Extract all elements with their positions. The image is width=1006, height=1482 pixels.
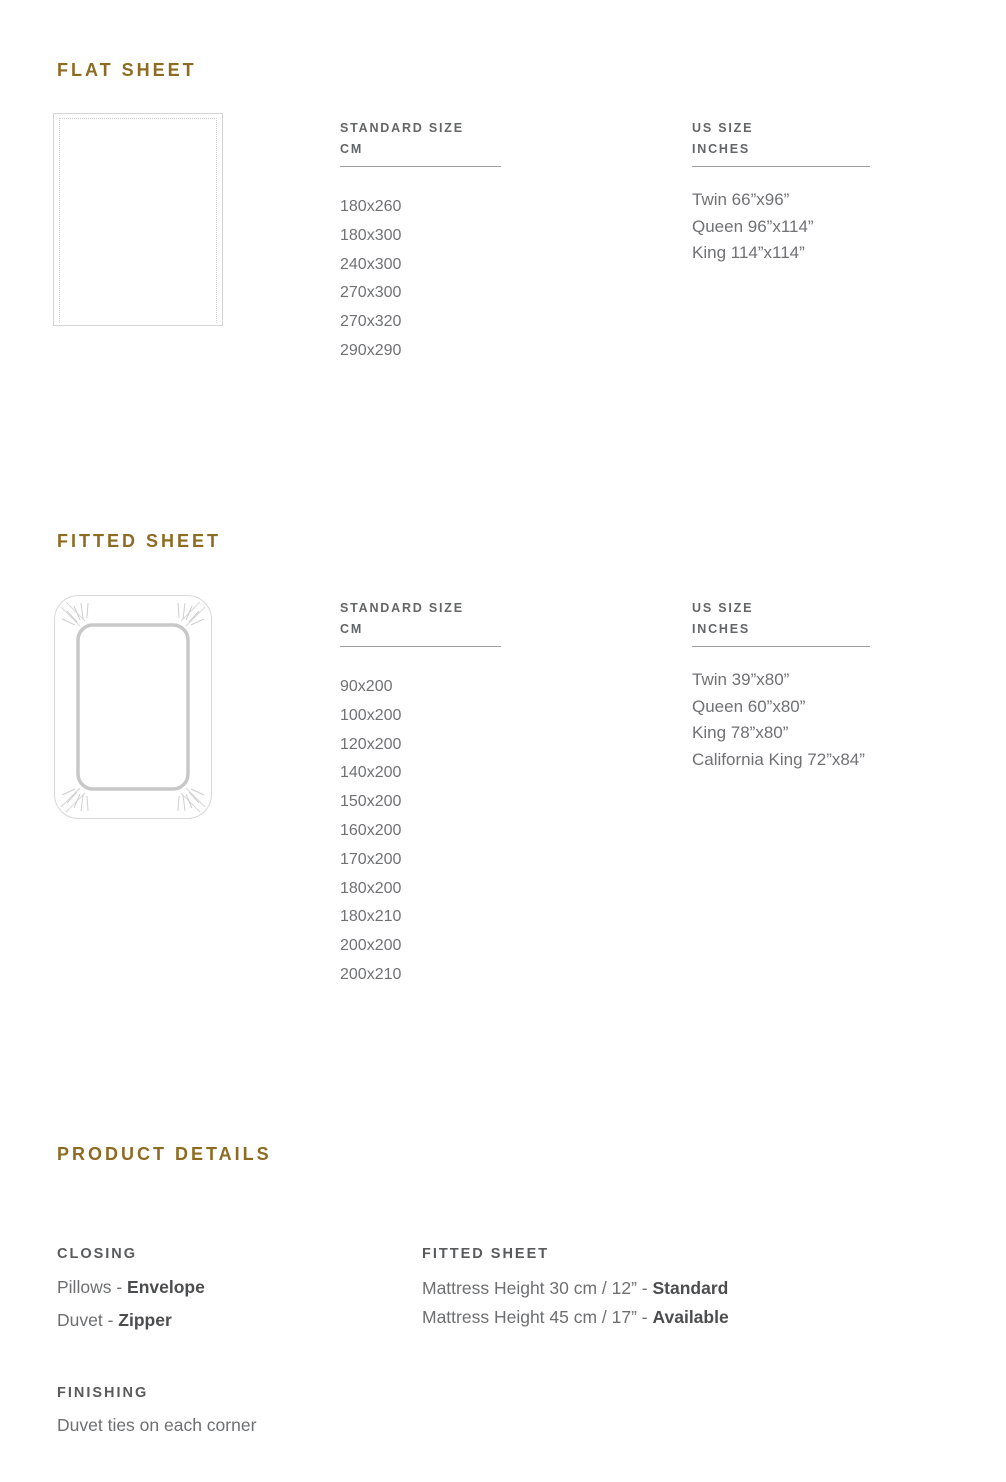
flat-us-rule [692, 166, 870, 167]
size-item: 180x200 [340, 879, 402, 897]
size-item: 180x260 [340, 198, 402, 215]
size-item: 180x210 [340, 908, 402, 926]
size-item: 200x200 [340, 937, 402, 955]
us-size-item: Queen 96”x114” [692, 216, 814, 236]
us-size-item: Twin 39”x80” [692, 670, 790, 689]
size-item: 90x200 [340, 678, 393, 695]
fitted-standard-header-line2: CM [340, 622, 364, 636]
fitted-details-row-value: Standard [652, 1278, 729, 1298]
us-size-item: California King 72”x84” [692, 749, 865, 769]
fitted-details-block [422, 1246, 872, 1332]
fitted-standard-rule [340, 646, 501, 647]
product-details-section-title: PRODUCT DETAILS [57, 1144, 272, 1164]
flat-sheet-stitch-lines [59, 118, 217, 323]
size-item: 140x200 [340, 764, 402, 782]
size-item: 150x200 [340, 793, 402, 811]
flat-standard-rule [340, 166, 501, 167]
fitted-details-row-label: Mattress Height 30 cm / 12” - [422, 1278, 653, 1298]
closing-rows [57, 1271, 397, 1337]
fitted-standard-column [340, 598, 540, 990]
closing-row [57, 1271, 397, 1304]
fitted-us-column [692, 598, 912, 773]
flat-sheet-section-title: FLAT SHEET [57, 60, 197, 80]
size-item: 120x200 [340, 735, 402, 753]
fitted-us-rule [692, 646, 870, 647]
flat-us-header-line1: US SIZE [692, 121, 754, 135]
fitted-us-header-line2: INCHES [692, 622, 751, 636]
fitted-standard-size-list [340, 673, 540, 990]
size-item: 270x300 [340, 284, 402, 302]
fitted-details-rows [422, 1274, 872, 1332]
size-item: 100x200 [340, 706, 402, 724]
fitted-sheet-sketch [53, 594, 213, 820]
closing-title: CLOSING [57, 1246, 138, 1262]
fitted-details-row-value: Available [652, 1307, 729, 1327]
us-size-item: King 78”x80” [692, 723, 789, 742]
fitted-us-size-list [692, 667, 912, 773]
size-item: 270x320 [340, 313, 402, 331]
flat-us-header-line2: INCHES [692, 142, 751, 156]
closing-row-label: Pillows - [57, 1277, 128, 1297]
flat-standard-header-line1: STANDARD SIZE [340, 121, 464, 135]
fitted-standard-header-line1: STANDARD SIZE [340, 601, 464, 615]
size-item: 290x290 [340, 341, 402, 359]
closing-row [57, 1304, 397, 1337]
closing-row-value: Zipper [118, 1310, 172, 1330]
fitted-us-header-line1: US SIZE [692, 601, 754, 615]
flat-standard-column [340, 118, 540, 366]
size-item: 200x210 [340, 965, 402, 983]
size-item: 170x200 [340, 850, 402, 868]
flat-us-size-list [692, 187, 912, 267]
flat-us-column [692, 118, 912, 267]
fitted-details-row [422, 1303, 872, 1332]
finishing-text: Duvet ties on each corner [57, 1415, 257, 1435]
us-size-item: Queen 60”x80” [692, 696, 806, 716]
fitted-details-row-label: Mattress Height 45 cm / 17” - [422, 1307, 653, 1327]
closing-block [57, 1246, 397, 1337]
closing-row-value: Envelope [127, 1277, 205, 1297]
closing-row-label: Duvet - [57, 1310, 119, 1330]
us-size-item: King 114”x114” [692, 243, 805, 262]
size-item: 160x200 [340, 821, 402, 839]
flat-standard-size-list [340, 193, 540, 366]
size-item: 180x300 [340, 226, 402, 244]
finishing-block [57, 1385, 397, 1442]
flat-standard-header-line2: CM [340, 142, 364, 156]
flat-sheet-illustration [53, 113, 223, 326]
fitted-sheet-section-title: FITTED SHEET [57, 531, 222, 551]
fitted-sheet-illustration [53, 594, 213, 820]
us-size-item: Twin 66”x96” [692, 190, 790, 209]
fitted-details-title: FITTED SHEET [422, 1246, 550, 1262]
size-item: 240x300 [340, 255, 402, 273]
finishing-title: FINISHING [57, 1385, 149, 1401]
fitted-details-row [422, 1274, 872, 1303]
